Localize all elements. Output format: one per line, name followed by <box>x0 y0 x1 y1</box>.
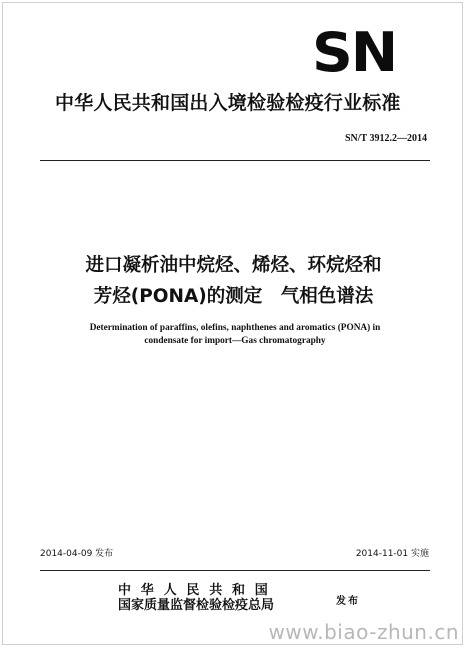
top-divider <box>40 160 430 161</box>
chinese-title-line-2: 芳烃(PONA)的测定 气相色谱法 <box>93 286 374 307</box>
sn-logo: SN <box>311 21 397 84</box>
standard-organization: 中华人民共和国出入境检验检疫行业标准 <box>55 92 401 114</box>
implementation-date: 2014-11-01 实施 <box>355 549 429 559</box>
publisher-line-2: 国家质量监督检验检疫总局 <box>118 598 275 613</box>
watermark: www.biao-zhun.cn <box>268 620 459 644</box>
english-title-line-1: Determination of paraffins, olefins, naphthenes and aromatics (PONA) in <box>89 323 381 333</box>
chinese-title-line-1: 进口凝析油中烷烃、烯烃、环烷烃和 <box>85 255 382 276</box>
bottom-divider <box>40 570 430 571</box>
publisher <box>118 583 278 613</box>
standard-code: SN/T 3912.2—2014 <box>344 133 427 144</box>
english-title-line-2: condensate for import—Gas chromatography <box>144 336 326 346</box>
publisher-line-1: 中华人民共和国 <box>118 583 278 598</box>
publish-label: 发布 <box>336 596 360 607</box>
issue-date: 2014-04-09 发布 <box>40 549 114 559</box>
english-title <box>40 322 430 348</box>
chinese-title <box>0 250 467 312</box>
